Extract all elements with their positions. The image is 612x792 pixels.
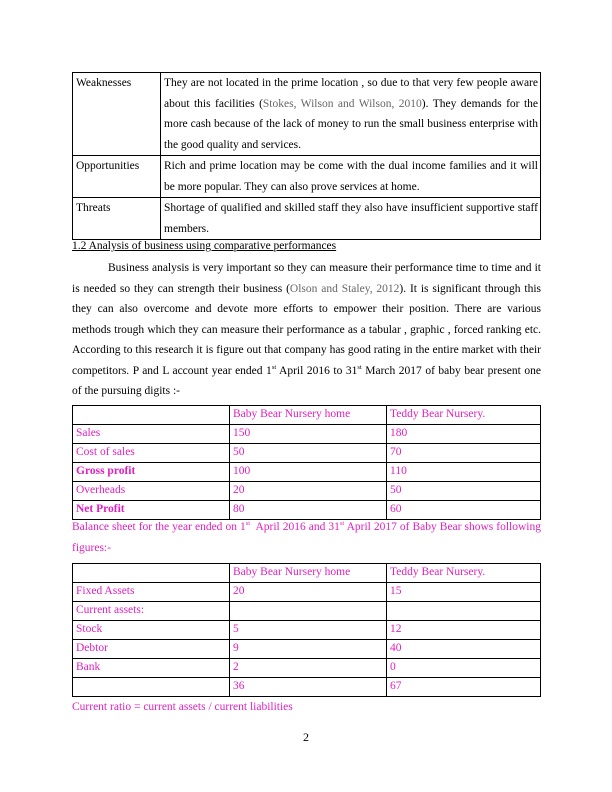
table-cell: Debtor (73, 640, 230, 659)
table-cell (230, 602, 387, 621)
table-cell: Bank (73, 659, 230, 678)
table-cell: 20 (230, 482, 387, 501)
table-row (73, 73, 541, 156)
table-header-cell: Baby Bear Nursery home (230, 406, 387, 425)
table-cell: Sales (73, 425, 230, 444)
table-cell (387, 602, 541, 621)
table-cell: 9 (230, 640, 387, 659)
table-cell: Cost of sales (73, 444, 230, 463)
table-cell: 5 (230, 621, 387, 640)
table-row (73, 678, 541, 697)
table-header-cell: Baby Bear Nursery home (230, 564, 387, 583)
table-row (73, 444, 541, 463)
table-cell: 60 (387, 501, 541, 520)
table-row (73, 602, 541, 621)
table-cell: 15 (387, 583, 541, 602)
table-cell: 50 (230, 444, 387, 463)
table-header-row (73, 564, 541, 583)
table-cell: 12 (387, 621, 541, 640)
swot-text: Rich and prime location may be come with the dual income families and it will be more popular. They can also prove services at home. (161, 156, 541, 198)
table-row (73, 621, 541, 640)
current-ratio-text: Current ratio = current assets / current liabilities (72, 701, 293, 713)
table-cell: 70 (387, 444, 541, 463)
table-cell: 180 (387, 425, 541, 444)
table-cell: 110 (387, 463, 541, 482)
section-heading: 1.2 Analysis of business using comparative performances (72, 240, 337, 252)
swot-label: Opportunities (73, 156, 161, 198)
table-cell: Net Profit (73, 501, 230, 520)
table-cell: Overheads (73, 482, 230, 501)
table-cell: Current assets: (73, 602, 230, 621)
table-row (73, 482, 541, 501)
citation: Stokes, Wilson and Wilson, 2010 (262, 97, 422, 110)
swot-label: Weaknesses (73, 73, 161, 156)
table-cell: 50 (387, 482, 541, 501)
table-cell: 80 (230, 501, 387, 520)
balance-sheet-table (72, 563, 541, 697)
citation: Olson and Staley, 2012 (289, 282, 400, 295)
table-cell: Stock (73, 621, 230, 640)
table-row (73, 425, 541, 444)
table-cell: 2 (230, 659, 387, 678)
table-cell: Gross profit (73, 463, 230, 482)
table-header-cell: Teddy Bear Nursery. (387, 406, 541, 425)
pl-table (72, 405, 541, 520)
table-row (73, 198, 541, 240)
swot-text: Shortage of qualified and skilled staff they also have insufficient supportive staff members. (161, 198, 541, 240)
table-cell: 20 (230, 583, 387, 602)
table-header-cell (73, 564, 230, 583)
table-cell (73, 678, 230, 697)
table-row (73, 156, 541, 198)
balance-sheet-intro: Balance sheet for the year ended on 1st April 2016 and 31st April 2017 of Baby Bear shows following figures:- (72, 520, 541, 554)
table-cell: 36 (230, 678, 387, 697)
table-cell: 150 (230, 425, 387, 444)
table-cell: 0 (387, 659, 541, 678)
table-cell: 67 (387, 678, 541, 697)
swot-table (72, 72, 541, 240)
table-row (73, 463, 541, 482)
table-cell: 100 (230, 463, 387, 482)
table-cell: 40 (387, 640, 541, 659)
table-cell: Fixed Assets (73, 583, 230, 602)
page-number: 2 (303, 730, 309, 744)
table-row (73, 583, 541, 602)
table-row (73, 640, 541, 659)
swot-label: Threats (73, 198, 161, 240)
swot-text: They are not located in the prime location , so due to that very few people aware about this facilities (Stokes, Wilson and Wilson, 2010). They demands for the more cash because of the lack of money to run the small business enterprise with the good quality and services. (161, 73, 541, 156)
table-header-cell (73, 406, 230, 425)
table-header-row (73, 406, 541, 425)
table-header-cell: Teddy Bear Nursery. (387, 564, 541, 583)
table-row (73, 659, 541, 678)
body-paragraph: Business analysis is very important so they can measure their performance time to time and it is needed so they can strength their business (Olson and Staley, 2012). It is significant through this they can also overcome and devote more efforts to empower their position. There are various methods trough which they can measure their performance as a tabular , graphic , forced ranking etc. According to this research it is figure out that company has good rating in the entire market with their competitors. P and L account year ended 1st April 2016 to 31st March 2017 of baby bear present one of the pursuing digits :- (72, 262, 541, 397)
